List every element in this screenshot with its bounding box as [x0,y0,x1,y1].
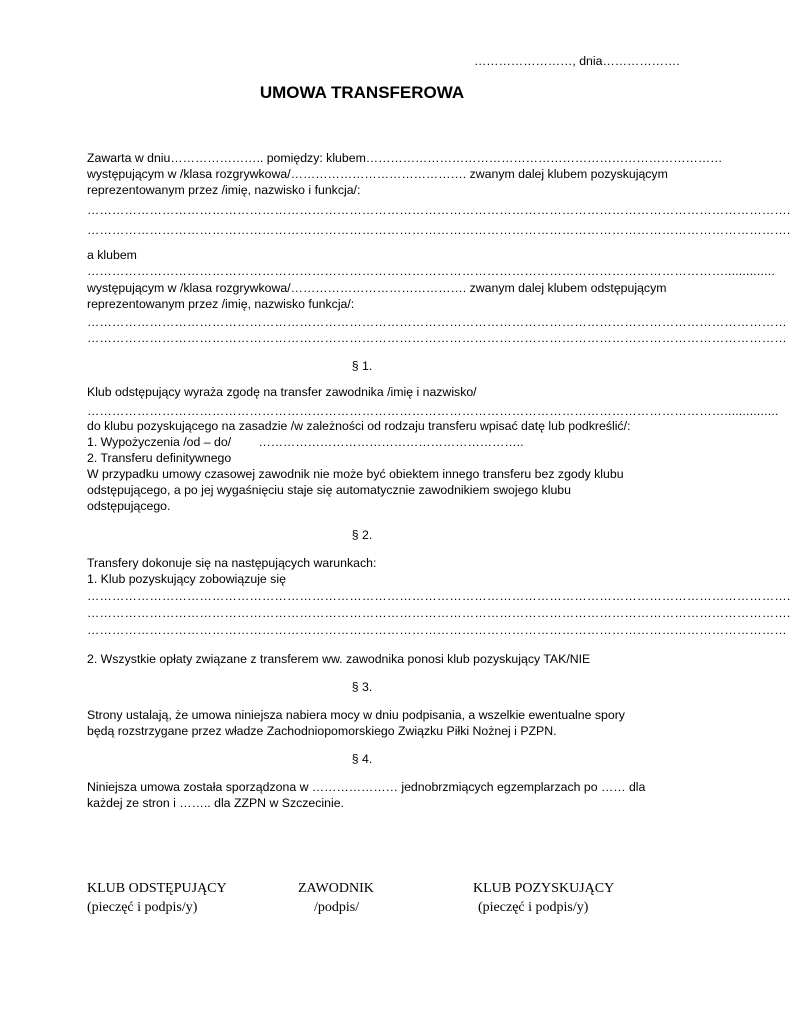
signature-mid-title: ZAWODNIK [298,881,374,896]
intro-dotted-line-3: ……………………………………………………………………………………………………………………………………….............. [87,264,775,278]
date-place-line: ……………………, dnia………………. [474,54,680,68]
signature-right-title: KLUB POZYSKUJĄCY [473,881,615,896]
signature-right-sub: (pieczęć i podpis/y) [478,900,589,915]
section-3-line-2: będą rozstrzygane przez władze Zachodniopomorskiego Związku Piłki Nożnej i PZPN. [87,724,557,738]
section-1-line-1: Klub odstępujący wyraża zgodę na transfer zawodnika /imię i nazwisko/ [87,385,477,399]
intro-dotted-line-2: ……………………………………………………………………………………………………………………………………………………. [87,223,790,237]
section-1-line-4: 2. Transferu definitywnego [87,451,232,465]
section-1-line-7: odstępującego. [87,499,171,513]
section-4-line-1: Niniejsza umowa została sporządzona w ………………… jednobrzmiących egzemplarzach po …… dla [87,780,646,794]
intro-dotted-line-4: …………………………………………………………………………………………………………………………………………………… [87,315,787,329]
intro-dotted-line-1: ……………………………………………………………………………………………………………………………………………………. [87,203,790,217]
intro-line-5: występującym w /klasa rozgrywkowa/……………………………………. zwanym dalej klubem odstępującym [87,281,667,295]
section-3-heading: § 3. [351,680,373,694]
signature-mid-sub: /podpis/ [314,900,360,915]
section-4-line-2: każdej ze stron i …….. dla ZZPN w Szczecinie. [87,796,344,810]
section-2-line-1: Transfery dokonuje się na następujących warunkach: [87,556,377,570]
intro-line-6: reprezentowanym przez /imię, nazwisko funkcja/: [87,297,355,311]
section-1-line-5: W przypadku umowy czasowej zawodnik nie może być obiektem innego transferu bez zgody klubu [87,467,624,481]
section-1-line-2: do klubu pozyskującego na zasadzie /w zależności od rodzaju transferu wpisać datę lub podkreślić/: [87,419,631,433]
intro-line-4: a klubem [87,248,137,262]
section-1-heading: § 1. [351,359,373,373]
section-2-dotted-line-1: ……………………………………………………………………………………………………………………………………………………. [87,589,790,603]
intro-line-1: Zawarta w dniu………………….. pomiędzy: klubem…………………………………………………………………………… [87,151,723,165]
section-1-line-6: odstępującego, a po jej wygaśnięciu staje się automatycznie zawodnikiem swojego klubu [87,483,571,497]
signature-left-sub: (pieczęć i podpis/y) [87,900,198,915]
section-4-heading: § 4. [351,752,373,766]
section-2-heading: § 2. [351,528,373,542]
intro-dotted-line-5: …………………………………………………………………………………………………………………………………………………… [87,331,787,345]
section-2-line-3: 2. Wszystkie opłaty związane z transferem ww. zawodnika ponosi klub pozyskujący TAK/NIE [87,652,591,666]
intro-line-2: występującym w /klasa rozgrywkowa/……………………………………. zwanym dalej klubem pozyskującym [87,167,668,181]
signature-left-title: KLUB ODSTĘPUJĄCY [87,881,227,896]
document-title: UMOWA TRANSFEROWA [259,83,465,102]
section-2-line-2: 1. Klub pozyskujący zobowiązuje się [87,572,286,586]
intro-line-3: reprezentowanym przez /imię, nazwisko i funkcja/: [87,183,361,197]
section-1-dotted-line: ………………………………………………………………………………………………………………………………………............... [87,404,779,418]
section-2-dotted-line-3: …………………………………………………………………………………………………………………………………………………… [87,623,787,637]
section-1-line-3: 1. Wypożyczenia /od – do/ ……………………………………………………….. [87,435,524,449]
section-2-dotted-line-2: ……………………………………………………………………………………………………………………………………………………. [87,606,790,620]
section-3-line-1: Strony ustalają, że umowa niniejsza nabiera mocy w dniu podpisania, a wszelkie ewentualne spory [87,708,625,722]
